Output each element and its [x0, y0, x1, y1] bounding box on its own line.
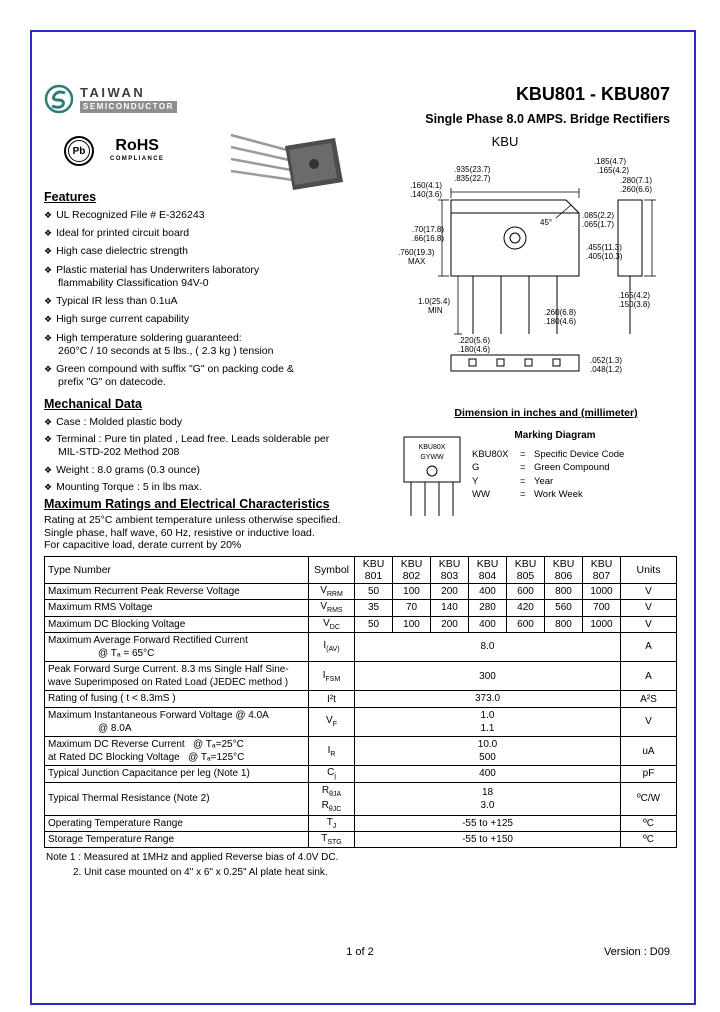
col-header-type-number: Type Number [45, 557, 309, 584]
row-value: 560 [545, 600, 583, 616]
table-row [45, 600, 677, 616]
bottom-view-outline [451, 355, 579, 371]
row-value: 420 [507, 600, 545, 616]
col-header-device: KBU 802 [393, 557, 431, 584]
logo-line1: TAIWAN [80, 84, 146, 100]
table-row [45, 616, 677, 632]
row-name: Maximum Instantaneous Forward Voltage @ 4.0A @ 8.0A [45, 707, 309, 736]
row-value: 1000 [583, 616, 621, 632]
row-name: Maximum Recurrent Peak Reverse Voltage [45, 584, 309, 600]
row-units: ºC [621, 832, 677, 848]
dim-label: .835(22.7) [454, 174, 491, 183]
row-value: 700 [583, 600, 621, 616]
row-value: 100 [393, 616, 431, 632]
row-value: 800 [545, 584, 583, 600]
row-units: V [621, 600, 677, 616]
notes [46, 850, 338, 880]
row-units: V [621, 616, 677, 632]
row-units: A [621, 662, 677, 691]
dim-label: MAX [408, 257, 426, 266]
col-header-device: KBU 805 [507, 557, 545, 584]
table-row [45, 766, 677, 782]
marking-legend-row: KBU80X = Specific Device Code [472, 449, 625, 460]
rohs-label: RoHS [115, 137, 159, 154]
version-label: Version : D09 [603, 946, 670, 958]
row-name: Peak Forward Surge Current. 8.3 ms Single Half Sine- wave Superimposed on Rated Load (JEDEC method ) [45, 662, 309, 691]
front-view-outline [451, 200, 579, 276]
dim-label: .455(11.3) [586, 243, 622, 252]
dim-label: .165(4.2) [618, 291, 651, 300]
row-value: 10.0 500 [355, 737, 621, 766]
mechanical-list [44, 416, 388, 498]
table-row [45, 816, 677, 832]
row-symbol: $T_{STG}$ [309, 832, 355, 848]
features-heading: Features [44, 190, 97, 204]
diamond-bullet-icon: ❖ [44, 464, 53, 475]
ratings-heading: Maximum Ratings and Electrical Characteristics [44, 497, 330, 511]
row-symbol: $T_J$ [309, 816, 355, 832]
row-name: Rating of fusing ( t < 8.3mS ) [45, 691, 309, 707]
row-symbol: $I_{FSM}$ [309, 662, 355, 691]
dim-label: .048(1.2) [590, 365, 623, 374]
diamond-bullet-icon: ❖ [44, 417, 53, 427]
dim-label: .935(23.7) [454, 165, 491, 174]
row-units: uA [621, 737, 677, 766]
feature-item: ❖ High surge current capability [44, 313, 190, 326]
row-units: pF [621, 766, 677, 782]
marking-diagram-title: Marking Diagram [514, 430, 596, 441]
row-units: A²S [621, 691, 677, 707]
dim-label: .260(6.6) [620, 185, 653, 194]
row-name: Typical Thermal Resistance (Note 2) [45, 782, 309, 815]
row-units: V [621, 584, 677, 600]
taiwan-semiconductor-logo [44, 84, 177, 114]
dim-label: .760(19.3) [398, 248, 435, 257]
dimension-labels [398, 157, 652, 374]
row-name: Maximum DC Reverse Current @ Tₐ=25°C at Rated DC Blocking Voltage @ Tₐ=125°C [45, 737, 309, 766]
table-row [45, 737, 677, 766]
diamond-bullet-icon: ❖ [44, 210, 53, 220]
dim-label: .150(3.8) [618, 300, 651, 309]
feature-item: ❖ High case dielectric strength [44, 245, 188, 258]
row-value: -55 to +125 [355, 816, 621, 832]
row-value: 140 [431, 600, 469, 616]
row-name: Operating Temperature Range [45, 816, 309, 832]
diamond-bullet-icon: ❖ [44, 314, 53, 325]
rohs-compliance-label: COMPLIANCE [110, 156, 165, 162]
pb-free-icon [64, 136, 94, 166]
row-value: 1000 [583, 584, 621, 600]
package-name-label: KBU [491, 134, 519, 149]
dim-label: .160(4.1) [410, 181, 443, 190]
row-value: 18 3.0 [355, 782, 621, 815]
table-row [45, 832, 677, 848]
row-name: Storage Temperature Range [45, 832, 309, 848]
dim-label: .280(7.1) [620, 176, 653, 185]
row-value: 35 [355, 600, 393, 616]
marking-date-code: GYWW [420, 454, 444, 461]
row-symbol: $I_R$ [309, 737, 355, 766]
features-list [44, 209, 388, 394]
row-symbol: I²t [309, 691, 355, 707]
row-value: 600 [507, 584, 545, 600]
diamond-bullet-icon: ❖ [44, 296, 53, 307]
row-name: Maximum RMS Voltage [45, 600, 309, 616]
row-symbol: $I_{(AV)}$ [309, 632, 355, 661]
row-symbol: $V_{RRM}$ [309, 584, 355, 600]
row-value: 373.0 [355, 691, 621, 707]
dim-label: .180(4.6) [544, 317, 577, 326]
package-dimension-drawing [396, 152, 696, 400]
dim-label: .66(16.8) [412, 234, 445, 243]
table-row [45, 691, 677, 707]
diamond-bullet-icon: ❖ [44, 434, 53, 445]
dim-label: 45° [540, 218, 553, 227]
note-line: 2. Unit case mounted on 4" x 6" x 0.25" Al plate heat sink. [73, 867, 328, 878]
col-header-device: KBU 801 [355, 557, 393, 584]
row-value: 1.0 1.1 [355, 707, 621, 736]
feature-item: ❖ High temperature soldering guaranteed: 260°C / 10 seconds at 5 lbs., ( 2.3 kg ) tension [44, 331, 274, 357]
row-units: A [621, 632, 677, 661]
diamond-bullet-icon: ❖ [44, 246, 53, 257]
feature-item: ❖ Ideal for printed circuit board [44, 227, 190, 240]
dim-label: .185(4.7) [594, 157, 627, 166]
diamond-bullet-icon: ❖ [44, 228, 53, 239]
product-photo [225, 130, 345, 194]
row-value: 800 [545, 616, 583, 632]
feature-item: ❖ UL Recognized File # E-326243 [44, 209, 205, 221]
side-view-outline [618, 200, 642, 334]
dim-label: .065(1.7) [582, 220, 615, 229]
feature-item: ❖ Green compound with suffix "G" on packing code & prefix "G" on datecode. [44, 362, 294, 389]
row-symbol: $R_{\theta JA}$ $R_{\theta JC}$ [309, 782, 355, 815]
diamond-bullet-icon: ❖ [44, 332, 53, 343]
page-number: 1 of 2 [346, 946, 374, 958]
row-value: 200 [431, 616, 469, 632]
dim-label: .260(6.8) [544, 308, 577, 317]
table-row [45, 782, 677, 815]
marking-legend-row: Y = Year [472, 475, 554, 487]
page-title: KBU801 - KBU807 [515, 84, 670, 104]
col-header-device: KBU 803 [431, 557, 469, 584]
dimension-caption: Dimension in inches and (millimeter) [454, 407, 638, 419]
row-name: Typical Junction Capacitance per leg (Note 1) [45, 766, 309, 782]
feature-item: ❖ Plastic material has Underwriters laboratory flammability Classification 94V-0 [44, 263, 260, 289]
row-value: 8.0 [355, 632, 621, 661]
dim-label: .70(17.8) [412, 225, 445, 234]
row-symbol: $C_j$ [309, 766, 355, 782]
row-symbol: $V_{DC}$ [309, 616, 355, 632]
row-value: -55 to +150 [355, 832, 621, 848]
page-subtitle: Single Phase 8.0 AMPS. Bridge Rectifiers [425, 112, 670, 126]
table-row [45, 662, 677, 691]
marking-legend-row: WW = Work Week [472, 488, 583, 500]
logo-line2: SEMICONDUCTOR [80, 101, 177, 113]
photo-body [285, 138, 343, 190]
intro-line: Single phase, half wave, 60 Hz, resistive or inductive load. [44, 526, 315, 539]
dim-label: .220(5.6) [458, 336, 491, 345]
mechanical-item: ❖ Mounting Torque : 5 in lbs max. [44, 480, 202, 493]
row-symbol: $V_{RMS}$ [309, 600, 355, 616]
dim-label: .405(10.3) [586, 252, 623, 261]
row-value: 50 [355, 584, 393, 600]
mechanical-item: ❖ Case : Molded plastic body [44, 416, 183, 428]
row-value: 400 [355, 766, 621, 782]
dim-label: .052(1.3) [590, 356, 623, 365]
table-row [45, 707, 677, 736]
row-value: 400 [469, 616, 507, 632]
row-value: 300 [355, 662, 621, 691]
feature-item: ❖ Typical IR less than 0.1uA [44, 295, 178, 308]
row-symbol: $V_F$ [309, 707, 355, 736]
row-units: ºC [621, 816, 677, 832]
intro-line: For capacitive load, derate current by 20% [44, 539, 242, 552]
diamond-bullet-icon: ❖ [44, 363, 53, 374]
row-units: V [621, 707, 677, 736]
photo-leads [231, 135, 293, 180]
row-value: 600 [507, 616, 545, 632]
col-header-device: KBU 806 [545, 557, 583, 584]
marking-legend [472, 448, 624, 501]
mechanical-item: ❖ Terminal : Pure tin plated , Lead free. Leads solderable per MIL-STD-202 Method 208 [44, 433, 330, 459]
intro-line: Rating at 25°C ambient temperature unless otherwise specified. [44, 514, 341, 526]
rohs-badge [110, 138, 164, 162]
marking-device-code: KBU80X [418, 444, 446, 451]
col-header-symbol: Symbol [309, 557, 355, 584]
row-value: 50 [355, 616, 393, 632]
diamond-bullet-icon: ❖ [44, 264, 53, 275]
row-value: 70 [393, 600, 431, 616]
row-value: 100 [393, 584, 431, 600]
note-line: Note 1 : Measured at 1MHz and applied Reverse bias of 4.0V DC. [46, 852, 339, 863]
row-value: 400 [469, 584, 507, 600]
row-name: Maximum DC Blocking Voltage [45, 616, 309, 632]
col-header-device: KBU 804 [469, 557, 507, 584]
table-row [45, 632, 677, 661]
ratings-intro [44, 514, 341, 552]
row-units: ºC/W [621, 782, 677, 815]
pb-free-label: Pb [68, 140, 90, 162]
marking-package-drawing [398, 432, 468, 522]
dim-label: .085(2.2) [582, 211, 615, 220]
row-name: Maximum Average Forward Rectified Current @ Tₐ = 65°C [45, 632, 309, 661]
diamond-bullet-icon: ❖ [44, 481, 53, 492]
dim-label: MIN [428, 306, 443, 315]
col-header-units: Units [621, 557, 677, 584]
dim-label: .165(4.2) [597, 166, 630, 175]
dim-label: .180(4.6) [458, 345, 491, 354]
ratings-table [44, 556, 677, 848]
col-header-device: KBU 807 [583, 557, 621, 584]
mechanical-item: ❖ Weight : 8.0 grams (0.3 ounce) [44, 463, 201, 476]
mechanical-data-heading: Mechanical Data [44, 397, 142, 411]
row-value: 280 [469, 600, 507, 616]
ts-logo-icon [44, 84, 74, 114]
table-row [45, 584, 677, 600]
dim-label: .140(3.6) [410, 190, 443, 199]
marking-legend-row: G = Green Compound [472, 462, 610, 474]
dim-label: 1.0(25.4) [418, 297, 451, 306]
row-value: 200 [431, 584, 469, 600]
